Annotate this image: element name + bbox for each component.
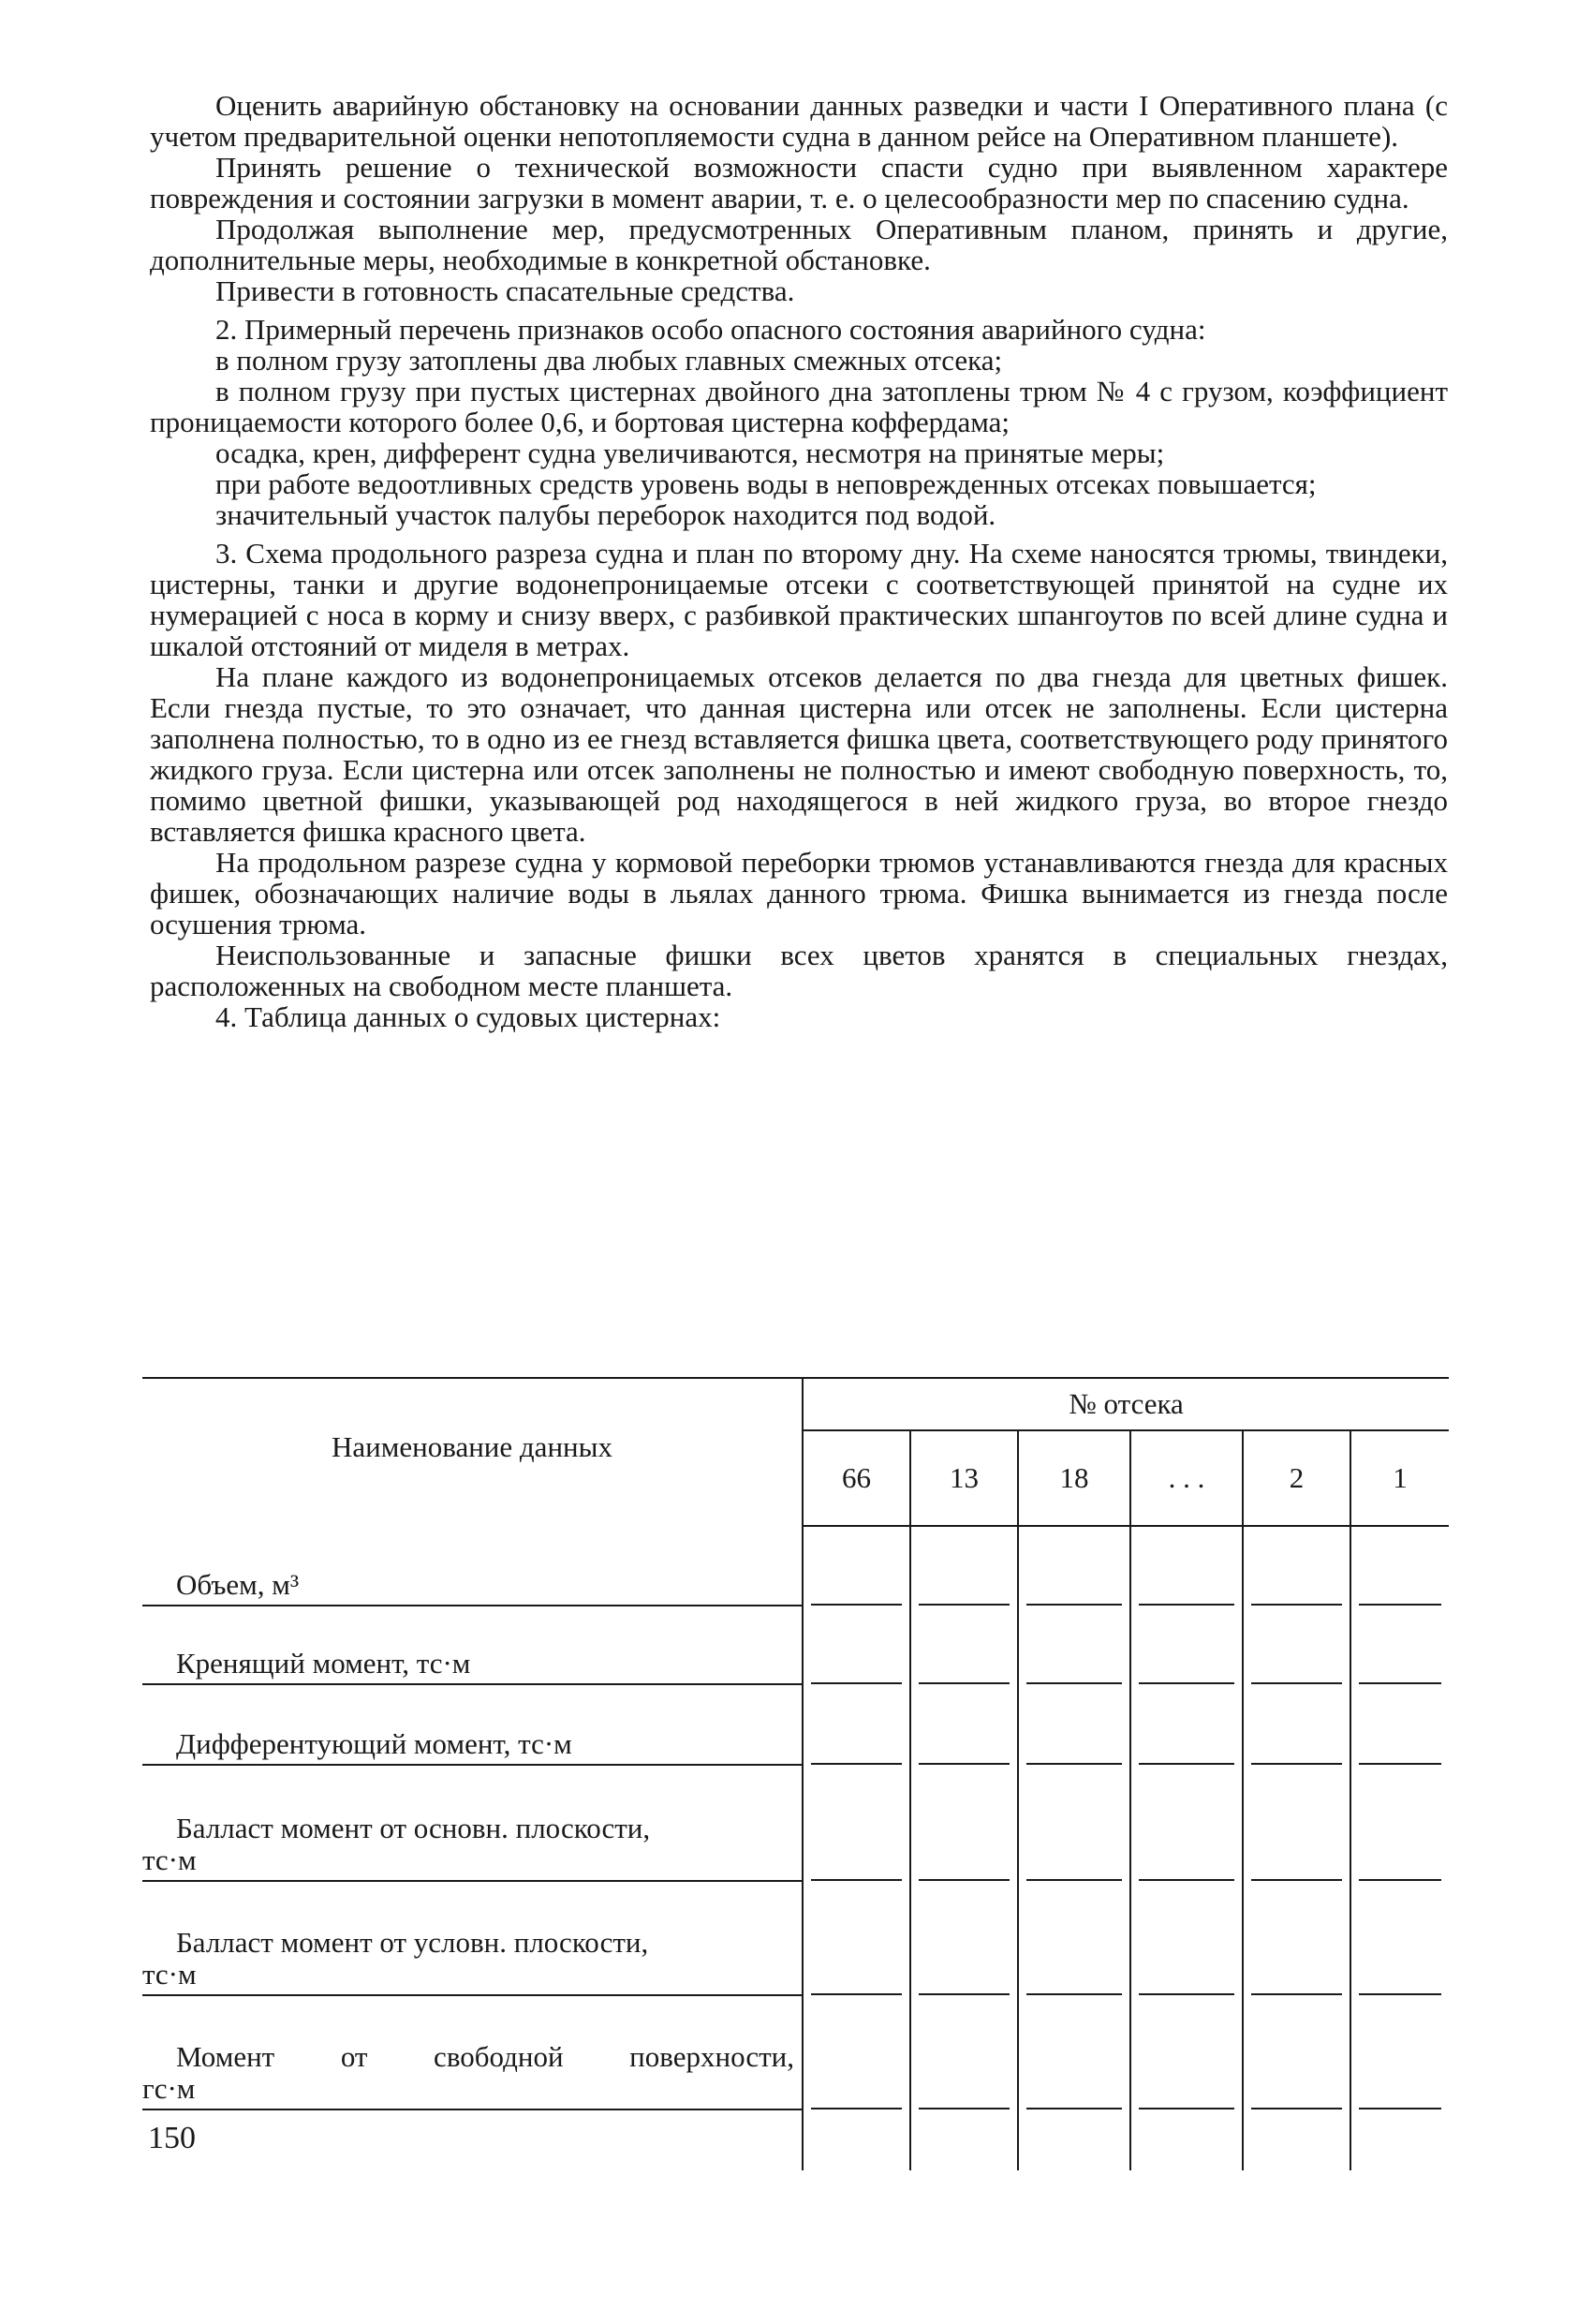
column-header: 18 — [1018, 1430, 1130, 1526]
table-cell — [803, 1606, 910, 1684]
table-cell — [910, 2109, 1018, 2170]
paragraph: 4. Таблица данных о судовых цистернах: — [215, 1000, 721, 1033]
paragraph: 2. Примерный перечень признаков особо опасного состояния аварийного судна: — [215, 313, 1206, 346]
table-cell — [1350, 1765, 1449, 1881]
table-cell — [1130, 1765, 1243, 1881]
table-row — [142, 1881, 1449, 1995]
table-cell — [1350, 2109, 1449, 2170]
column-header: 1 — [1350, 1430, 1449, 1526]
table-cell — [1350, 1881, 1449, 1995]
table-cell — [1130, 1526, 1243, 1606]
table-cell — [1130, 2109, 1243, 2170]
row-label: Балласт момент от условн. плоскости, тс·м — [142, 1881, 803, 1995]
paragraph: Принять решение о технической возможности спасти судно при выявленном характере повреждения и состоянии загрузки в момент аварии, т. е. о целесообразности мер по спасению судна. — [150, 151, 1448, 215]
table-cell — [1130, 1881, 1243, 1995]
page-body-text — [150, 90, 1448, 1032]
row-label — [142, 2109, 803, 2170]
table-row — [142, 2109, 1449, 2170]
row-label: Балласт момент от основн. плоскости, тс·м — [142, 1765, 803, 1881]
column-header: . . . — [1130, 1430, 1243, 1526]
table-row — [142, 1606, 1449, 1684]
table-row — [142, 1995, 1449, 2109]
table-cell — [910, 1684, 1018, 1765]
row-label: Дифферентующий момент, тс·м — [142, 1684, 803, 1765]
paragraph: при работе ведоотливных средств уровень воды в неповрежденных отсеках повышается; — [215, 467, 1317, 500]
paragraph: Неиспользованные и запасные фишки всех цветов хранятся в специальных гнездах, расположенных на свободном месте планшета. — [150, 939, 1448, 1002]
table-row — [142, 1526, 1449, 1606]
table-cell — [1130, 1606, 1243, 1684]
table-cell — [1130, 1684, 1243, 1765]
paragraph: значительный участок палубы переборок находится под водой. — [215, 498, 996, 531]
table-cell — [1018, 1606, 1130, 1684]
row-label: Объем, м³ — [142, 1526, 803, 1606]
paragraph: в полном грузу затоплены два любых главных смежных отсека; — [215, 344, 1003, 377]
column-header: 66 — [803, 1430, 910, 1526]
table-cell — [1350, 1684, 1449, 1765]
table-cell — [803, 1526, 910, 1606]
paragraph: На продольном разрезе судна у кормовой переборки трюмов устанавливаются гнезда для красных фишек, обозначающих наличие воды в льялах данного трюма. Фишка вынимается из гнезда после осушения трюма. — [150, 846, 1448, 940]
paragraph: в полном грузу при пустых цистернах двойного дна затоплены трюм № 4 с грузом, коэффициент проницаемости которого более 0,6, и бортовая цистерна коффердама; — [150, 375, 1448, 438]
table-cell — [1130, 1995, 1243, 2109]
table-cell — [803, 1684, 910, 1765]
paragraph: Оценить аварийную обстановку на основании данных разведки и части I Оперативного плана (с учетом предварительной оценки непотопляемости судна в данном рейсе на Оперативном планшете). — [150, 89, 1448, 153]
table-cell — [910, 1606, 1018, 1684]
tank-data-table — [142, 1377, 1449, 2170]
table-cell — [910, 1881, 1018, 1995]
table-cell — [1243, 1995, 1350, 2109]
table-cell — [1018, 1684, 1130, 1765]
paragraph: осадка, крен, дифферент судна увеличиваются, несмотря на принятые меры; — [215, 437, 1165, 469]
table-cell — [803, 2109, 910, 2170]
column-header-group: № отсека — [803, 1378, 1449, 1430]
table-cell — [1243, 1526, 1350, 1606]
table-row — [142, 1765, 1449, 1881]
table-cell — [910, 1995, 1018, 2109]
row-label: Момент от свободной поверхности, гс·м — [142, 1995, 803, 2109]
table-cell — [1350, 1526, 1449, 1606]
column-header: 2 — [1243, 1430, 1350, 1526]
table-cell — [803, 1881, 910, 1995]
table-cell — [1018, 1526, 1130, 1606]
table-cell — [1018, 2109, 1130, 2170]
paragraph: На плане каждого из водонепроницаемых отсеков делается по два гнезда для цветных фишек. Если гнезда пустые, то это означает, что данная цистерна или отсек не заполнены. Если цистерна заполнена полностью, то в одно из ее гнезд вставляется фишка цвета, соответствующего роду принятого жидкого груза. Если цистерна или отсек заполнены не полностью и имеют свободную поверхность, то, помимо цветной фишки, указывающей род находящегося в ней жидкого груза, во второе гнездо вставляется фишка красного цвета. — [150, 660, 1448, 848]
table-cell — [1243, 1765, 1350, 1881]
table-cell — [910, 1526, 1018, 1606]
table-cell — [1243, 1684, 1350, 1765]
row-label: Кренящий момент, тс·м — [142, 1606, 803, 1684]
column-header: 13 — [910, 1430, 1018, 1526]
page-number: 150 — [148, 2121, 196, 2155]
table-cell — [1350, 1606, 1449, 1684]
paragraph: 3. Схема продольного разреза судна и план по второму дну. На схеме наносятся трюмы, твиндеки, цистерны, танки и другие водонепроницаемые отсеки с соответствующей принятой на судне их нумерацией с носа в корму и снизу вверх, с разбивкой практических шпангоутов по всей длине судна и шкалой отстояний от миделя в метрах. — [150, 537, 1448, 662]
paragraph: Продолжая выполнение мер, предусмотренных Оперативным планом, принять и другие, дополнительные меры, необходимые в конкретной обстановке. — [150, 213, 1448, 276]
table-cell — [803, 1995, 910, 2109]
table-row — [142, 1684, 1449, 1765]
table-cell — [1243, 2109, 1350, 2170]
table-cell — [1350, 1995, 1449, 2109]
column-header-name: Наименование данных — [142, 1378, 803, 1526]
table-cell — [1018, 1765, 1130, 1881]
table-cell — [1243, 1606, 1350, 1684]
table-cell — [910, 1765, 1018, 1881]
table-cell — [1018, 1881, 1130, 1995]
table-cell — [1243, 1881, 1350, 1995]
table-cell — [1018, 1995, 1130, 2109]
paragraph: Привести в готовность спасательные средства. — [215, 274, 795, 307]
table-cell — [803, 1765, 910, 1881]
